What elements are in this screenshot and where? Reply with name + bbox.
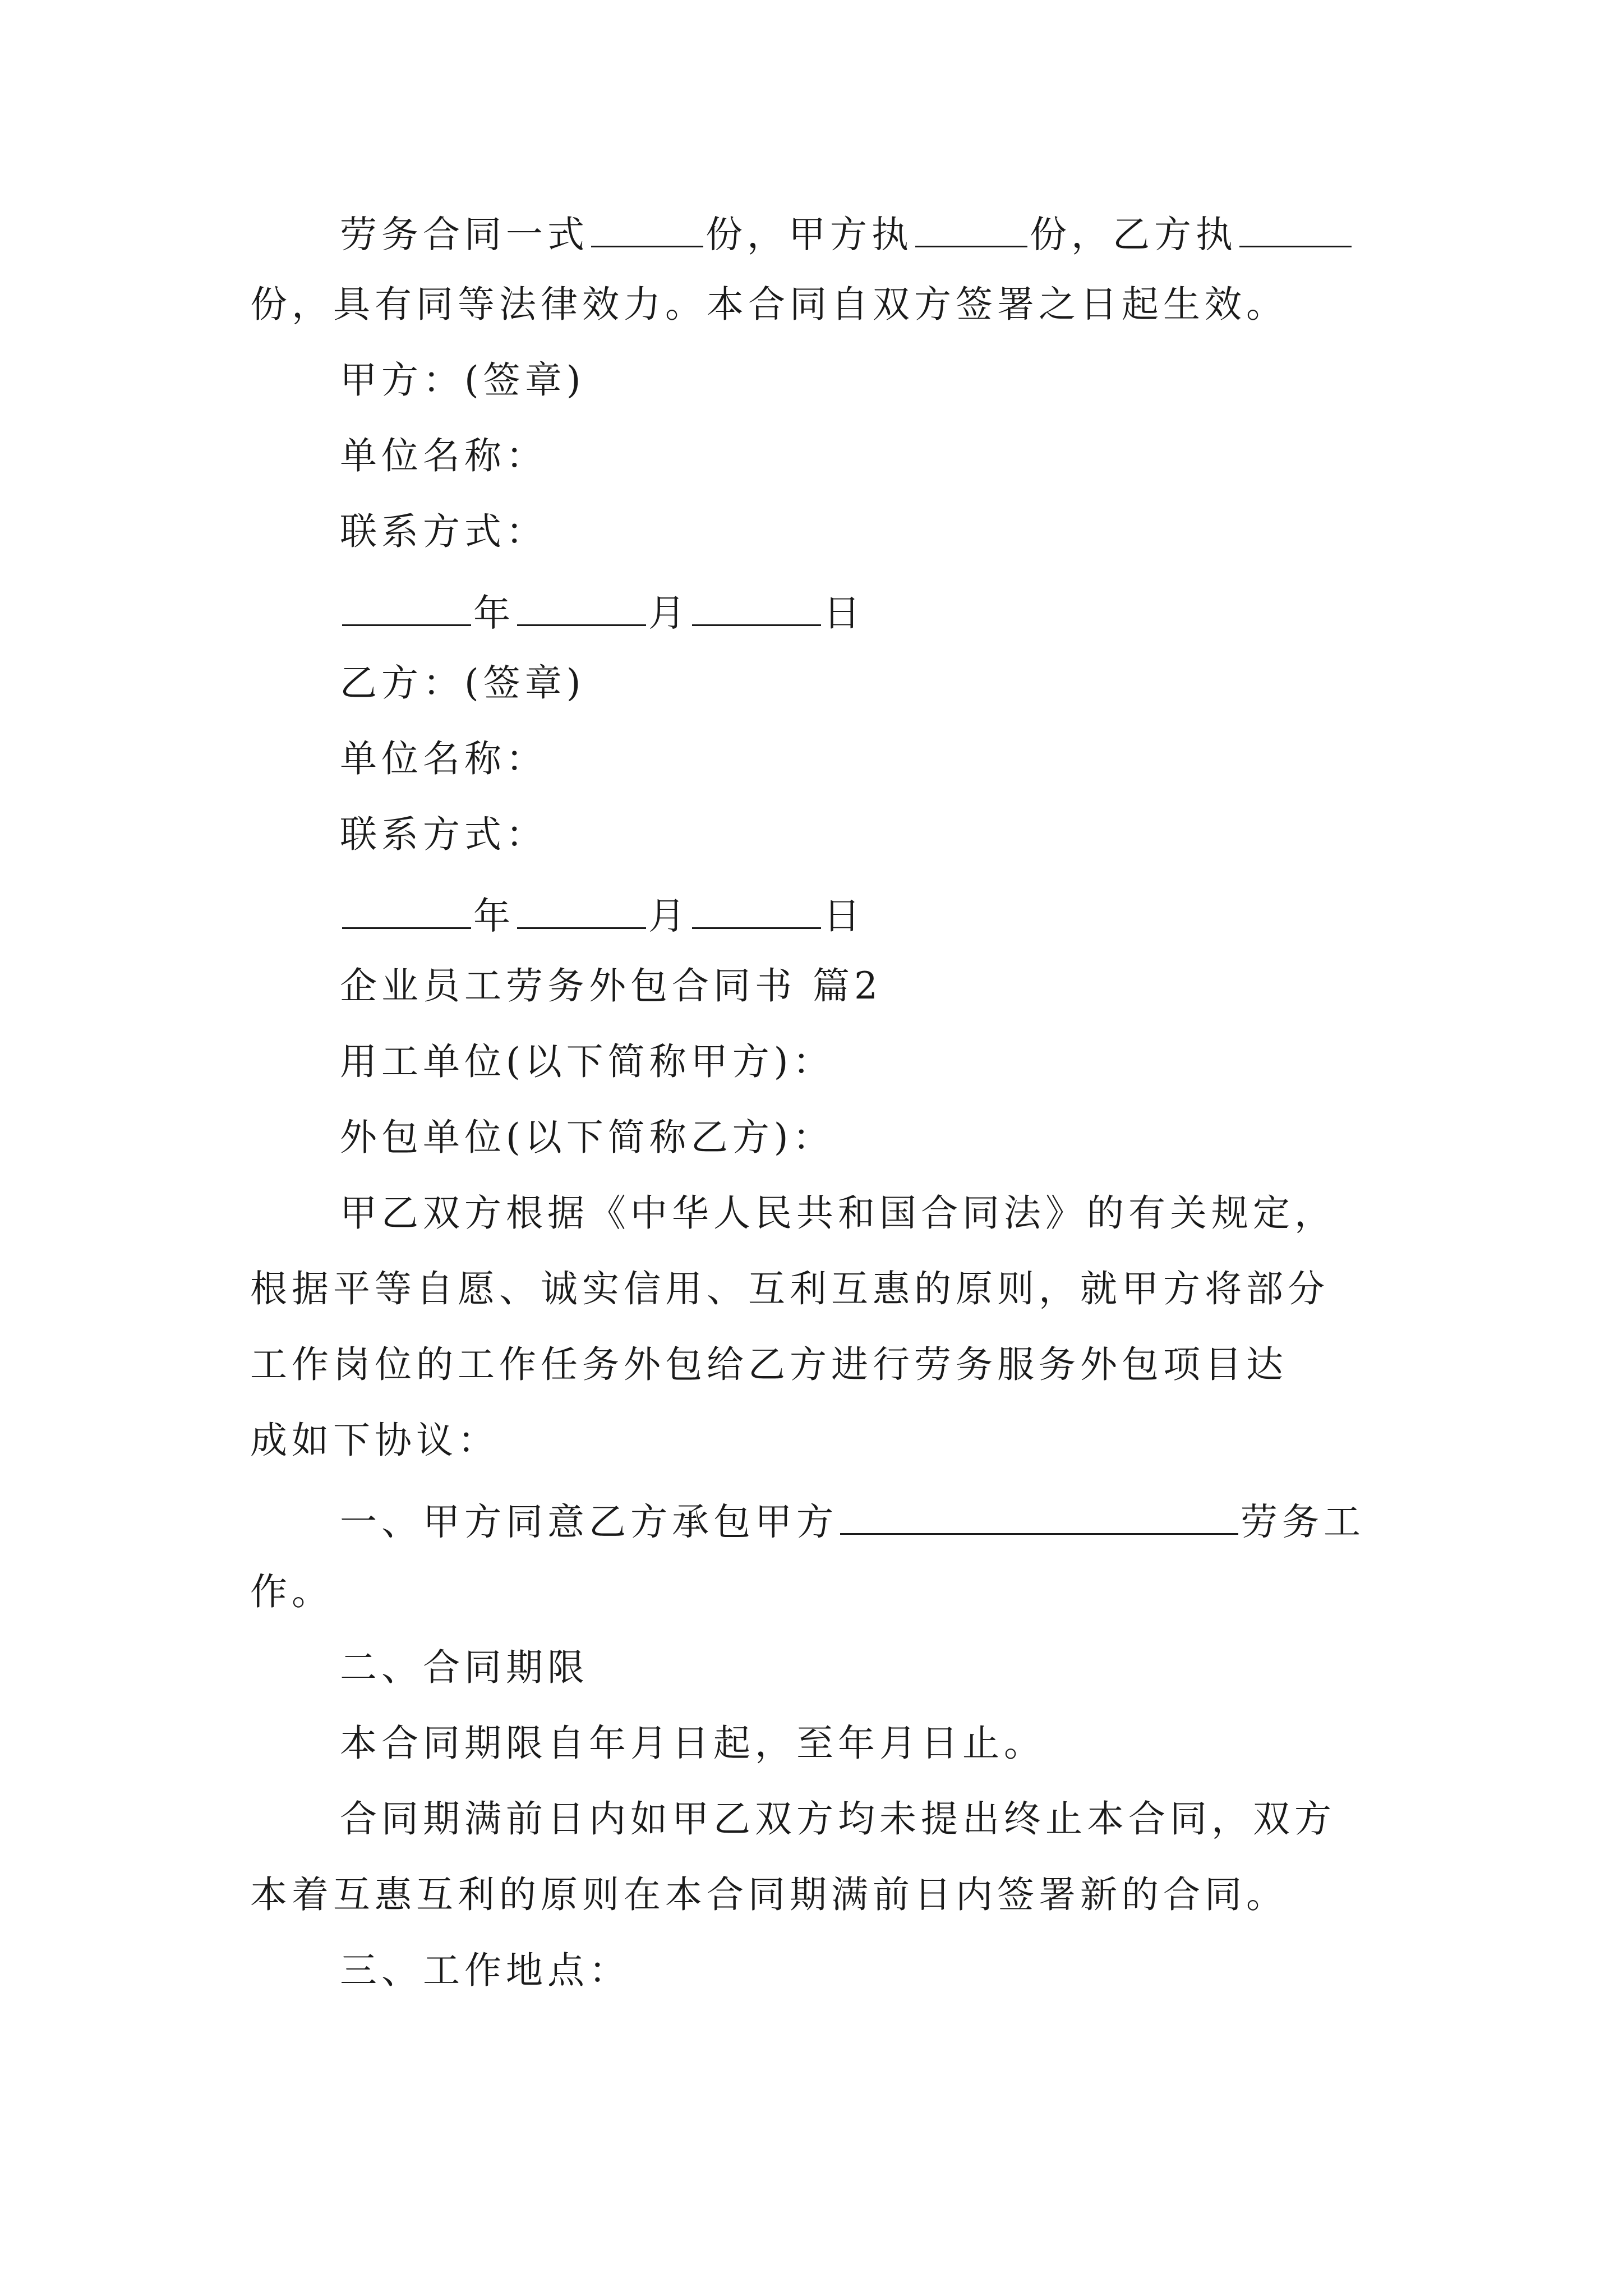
clause2-renew-2: 本着互惠互利的原则在本合同期满前日内签署新的合同。 <box>250 1873 1288 1916</box>
party-a-contact: 联系方式： <box>340 510 547 553</box>
employer-line: 用工单位(以下简称甲方)： <box>340 1040 834 1083</box>
copies-text: 劳务合同一式 <box>340 213 589 256</box>
clause1-blank <box>840 1498 1238 1535</box>
clause2-title: 二、合同期限 <box>340 1646 589 1689</box>
party-b-date <box>340 892 865 938</box>
copies-party-a-text: 份，甲方执 <box>706 213 913 256</box>
clause1-tail: 劳务工 <box>1241 1500 1365 1544</box>
party-b-sign: 乙方：(签章) <box>340 661 585 705</box>
month-blank <box>517 892 646 929</box>
party-a-sign: 甲方：(签章) <box>340 358 585 402</box>
copies-party-b-text: 份，乙方执 <box>1030 213 1237 256</box>
day-blank <box>692 589 821 626</box>
day-label: 日 <box>823 591 865 635</box>
year-label: 年 <box>473 894 515 938</box>
intro-line-3: 工作岗位的工作任务外包给乙方进行劳务服务外包项目达 <box>250 1343 1288 1386</box>
month-label: 月 <box>648 591 690 635</box>
month-label: 月 <box>648 894 690 938</box>
party-a-unit: 单位名称： <box>340 434 547 477</box>
effect-line: 份，具有同等法律效力。本合同自双方签署之日起生效。 <box>250 283 1288 326</box>
copies-party-a-blank <box>915 210 1027 247</box>
year-blank <box>342 892 471 929</box>
party-b-contact: 联系方式： <box>340 813 547 856</box>
year-label: 年 <box>473 591 515 635</box>
clause2-text: 本合同期限自年月日起，至年月日止。 <box>340 1722 1045 1765</box>
clause2-renew-1: 合同期满前日内如甲乙双方均未提出终止本合同，双方 <box>340 1797 1336 1841</box>
party-b-unit: 单位名称： <box>340 737 547 780</box>
section-title: 企业员工劳务外包合同书 篇2 <box>340 964 882 1007</box>
intro-line-2: 根据平等自愿、诚实信用、互利互惠的原则，就甲方将部分 <box>250 1267 1329 1310</box>
month-blank <box>517 589 646 626</box>
clause1-text: 一、甲方同意乙方承包甲方 <box>340 1500 838 1544</box>
clause1-line <box>340 1498 1365 1544</box>
year-blank <box>342 589 471 626</box>
intro-line-1: 甲乙双方根据《中华人民共和国合同法》的有关规定， <box>340 1191 1336 1235</box>
copies-party-b-blank <box>1239 210 1352 247</box>
copies-line <box>340 210 1354 254</box>
party-a-date <box>340 589 865 635</box>
intro-line-4: 成如下协议： <box>250 1419 499 1462</box>
day-label: 日 <box>823 894 865 938</box>
contractor-line: 外包单位(以下简称乙方)： <box>340 1116 834 1159</box>
day-blank <box>692 892 821 929</box>
clause3-title: 三、工作地点： <box>340 1949 630 1992</box>
copies-total-blank <box>591 210 703 247</box>
clause1-wrap: 作。 <box>250 1570 333 1613</box>
